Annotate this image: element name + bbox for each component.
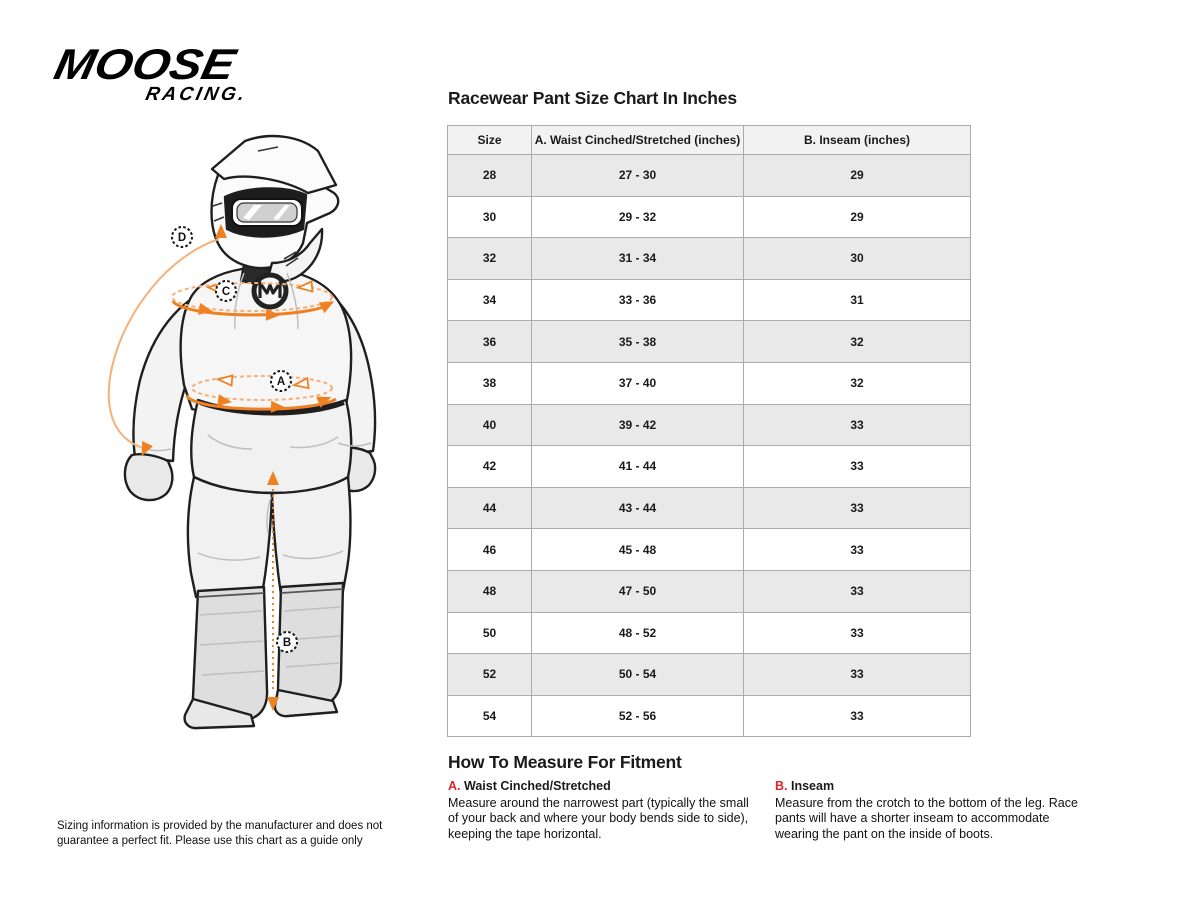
rider-illustration-svg <box>40 105 440 750</box>
cell: 30 <box>744 238 971 280</box>
cell: 43 - 44 <box>532 487 744 529</box>
measure-item-waist-title <box>448 779 756 795</box>
marker-badge-a <box>271 371 291 391</box>
cell: 50 - 54 <box>532 654 744 696</box>
table-row <box>448 612 971 654</box>
table-row <box>448 362 971 404</box>
cell: 33 <box>744 446 971 488</box>
measure-item-inseam-title <box>775 779 1087 795</box>
table-row <box>448 321 971 363</box>
cell: 28 <box>448 155 532 197</box>
table-row <box>448 695 971 737</box>
marker-letter-c: C <box>221 286 231 299</box>
table-row <box>448 155 971 197</box>
cell: 30 <box>448 196 532 238</box>
sizing-disclaimer: Sizing information is provided by the manufacturer and does not guarantee a perfect fit. Please use this chart as a guide only <box>57 820 383 847</box>
measure-key-a: A. <box>448 779 461 793</box>
measure-text-inseam: Measure from the crotch to the bottom of the leg. Race pants will have a shorter inseam to accommodate wearing the pant on the inside of boots. <box>775 795 1078 841</box>
table-row <box>448 654 971 696</box>
marker-badge-c <box>216 281 236 301</box>
cell: 42 <box>448 446 532 488</box>
cell: 36 <box>448 321 532 363</box>
cell: 29 <box>744 155 971 197</box>
cell: 34 <box>448 279 532 321</box>
marker-letter-d: D <box>177 232 187 245</box>
table-header-row <box>448 126 971 155</box>
cell: 33 <box>744 695 971 737</box>
measure-label-waist: Waist Cinched/Stretched <box>463 779 611 793</box>
cell: 52 <box>448 654 532 696</box>
table-row <box>448 446 971 488</box>
marker-letter-b: B <box>282 637 292 650</box>
table-row <box>448 279 971 321</box>
cell: 39 - 42 <box>532 404 744 446</box>
cell: 32 <box>744 362 971 404</box>
brand-logo <box>50 41 255 106</box>
cell: 48 - 52 <box>532 612 744 654</box>
cell: 33 - 36 <box>532 279 744 321</box>
cell: 46 <box>448 529 532 571</box>
cell: 32 <box>448 238 532 280</box>
marker-badge-d <box>172 227 192 247</box>
column-header-waist: A. Waist Cinched/Stretched (inches) <box>532 126 744 155</box>
table-row <box>448 404 971 446</box>
column-header-inseam: B. Inseam (inches) <box>744 126 971 155</box>
chest-moose-logo <box>254 275 286 307</box>
cell: 47 - 50 <box>532 570 744 612</box>
cell: 32 <box>744 321 971 363</box>
table-row <box>448 529 971 571</box>
cell: 41 - 44 <box>532 446 744 488</box>
cell: 29 <box>744 196 971 238</box>
cell: 33 <box>744 404 971 446</box>
cell: 33 <box>744 612 971 654</box>
brand-logo-racing: RACING. <box>143 84 250 105</box>
marker-badge-b <box>277 632 297 652</box>
cell: 35 - 38 <box>532 321 744 363</box>
brand-logo-moose: MOOSE <box>50 41 240 89</box>
column-header-size: Size <box>448 126 532 155</box>
measure-text-waist: Measure around the narrowest part (typically the small of your back and where your body bends side to side), keeping the tape horizontal. <box>448 795 749 841</box>
cell: 33 <box>744 570 971 612</box>
cell: 54 <box>448 695 532 737</box>
table-row <box>448 238 971 280</box>
size-chart-table <box>447 125 971 737</box>
cell: 44 <box>448 487 532 529</box>
measure-label-inseam: Inseam <box>790 779 835 793</box>
table-row <box>448 570 971 612</box>
cell: 52 - 56 <box>532 695 744 737</box>
table-row <box>448 196 971 238</box>
table-row <box>448 487 971 529</box>
cell: 40 <box>448 404 532 446</box>
measure-section-heading: How To Measure For Fitment <box>448 752 682 772</box>
cell: 29 - 32 <box>532 196 744 238</box>
cell: 31 <box>744 279 971 321</box>
measure-key-b: B. <box>775 779 788 793</box>
cell: 33 <box>744 654 971 696</box>
cell: 38 <box>448 362 532 404</box>
cell: 45 - 48 <box>532 529 744 571</box>
marker-letter-a: A <box>276 376 286 389</box>
size-chart-title: Racewear Pant Size Chart In Inches <box>448 88 737 108</box>
rider-measurement-diagram <box>40 105 440 750</box>
cell: 33 <box>744 529 971 571</box>
cell: 48 <box>448 570 532 612</box>
size-table-body <box>448 155 971 737</box>
cell: 50 <box>448 612 532 654</box>
cell: 27 - 30 <box>532 155 744 197</box>
measure-item-inseam <box>775 779 1087 843</box>
cell: 31 - 34 <box>532 238 744 280</box>
cell: 37 - 40 <box>532 362 744 404</box>
cell: 33 <box>744 487 971 529</box>
measure-item-waist <box>448 779 756 843</box>
